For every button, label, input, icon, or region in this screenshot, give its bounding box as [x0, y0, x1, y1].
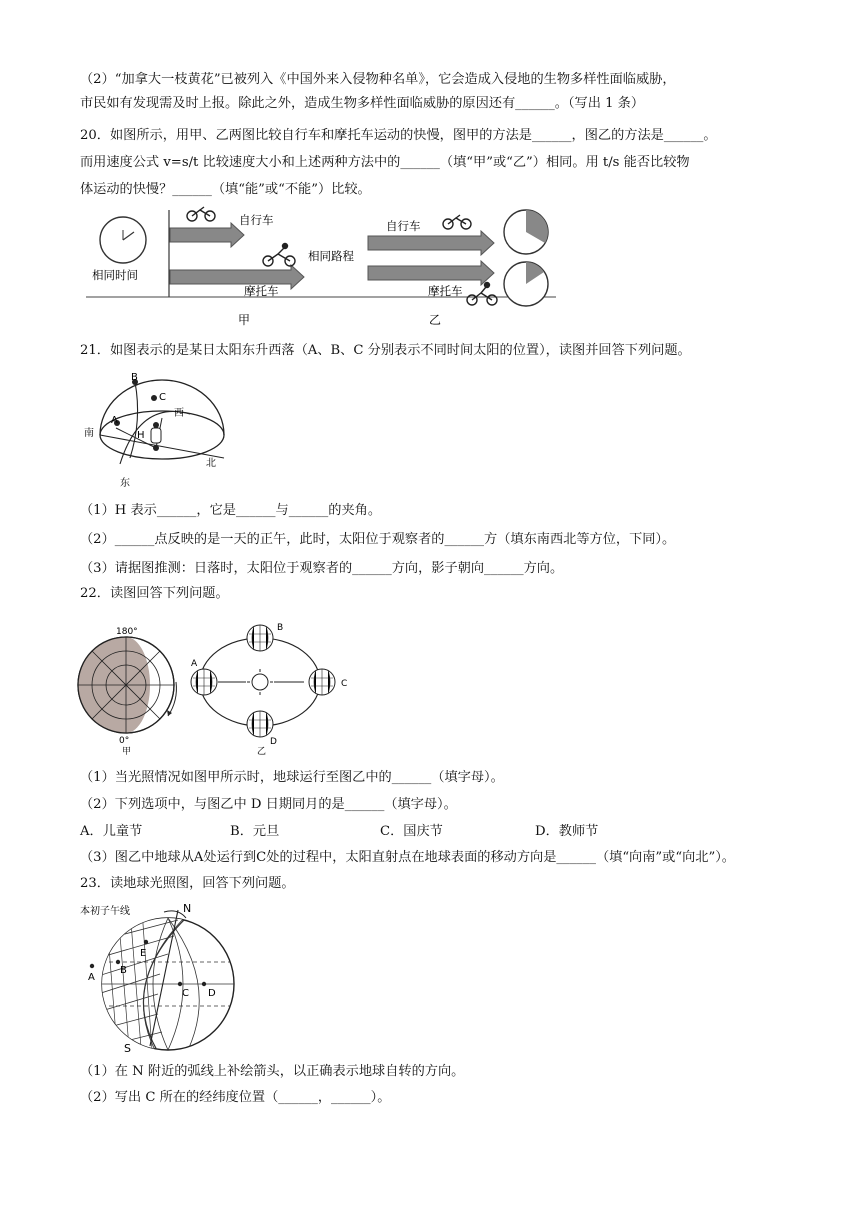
q23-part2: （2）写出 C 所在的经纬度位置（______，______）。 [80, 1090, 391, 1105]
q21-line1: 21．如图表示的是某日太阳东升西落（A、B、C 分别表示不同时间太阳的位置），读图并回答下列问题。 [80, 343, 691, 358]
figure-22-polar-view [78, 627, 176, 756]
q20-line3: 体运动的快慢？______（填“能”或“不能”）比较。 [80, 182, 371, 197]
q20-line1: 20．如图所示，用甲、乙两图比较自行车和摩托车运动的快慢，图甲的方法是______，图乙的方法是______。 [80, 128, 717, 143]
point-C: C [182, 988, 189, 999]
point-A: A [88, 972, 95, 983]
q22-part3: （3）图乙中地球从A处运行到C处的过程中，太阳直射点在地球表面的移动方向是______（填“向南”或“向北”）。 [80, 850, 735, 865]
q19-part2-line2: 市民如有发现需及时上报。除此之外，造成生物多样性面临威胁的原因还有______。（写出 1 条） [80, 96, 645, 111]
figure-20-speed-comparison [86, 202, 556, 330]
motorcycle-label-yi: 摩托车 [428, 284, 463, 298]
sun-point-B: B [131, 372, 138, 383]
point-E: E [140, 948, 147, 959]
clock-icon [504, 262, 548, 306]
figure-21-sun-path [80, 370, 230, 490]
bicycle-arrow-yi [368, 231, 494, 255]
q21-part2: （2）______点反映的是一天的正午，此时，太阳位于观察者的______方（填东南西北等方位，下同）。 [80, 532, 676, 547]
direction-south: 南 [84, 428, 94, 439]
sun-point-C: C [159, 392, 166, 403]
bicycle-icon [443, 215, 471, 229]
point-D: D [208, 988, 216, 999]
option-c: C．国庆节 [380, 824, 443, 839]
q19-part2-line1: （2）“加拿大一枝黄花”已被列入《中国外来入侵物种名单》，它会造成入侵地的生物多样性面临威胁， [80, 72, 676, 87]
orbit-position-B: B [277, 623, 284, 633]
north-pole-N: N [183, 902, 192, 915]
direction-north: 北 [206, 458, 216, 469]
figure-20-caption-yi: 乙 [429, 313, 442, 327]
q22-part2: （2）下列选项中，与图乙中 D 日期同月的是______（填字母）。 [80, 797, 457, 812]
q23-line1: 23．读地球光照图，回答下列问题。 [80, 876, 295, 891]
figure-22-caption-yi: 乙 [257, 747, 267, 756]
south-pole-S: S [124, 1042, 131, 1055]
longitude-0-label: 0° [119, 736, 130, 746]
sun-point-A: A [111, 415, 118, 426]
motorcycle-arrow-yi [368, 261, 494, 285]
same-distance-label: 相同路程 [308, 249, 354, 263]
q22-part1: （1）当光照情况如图甲所示时，地球运行至图乙中的______（填字母）。 [80, 770, 504, 785]
option-d: D．教师节 [535, 824, 599, 839]
prime-meridian-label: 本初子午线 [80, 906, 130, 917]
bicycle-label-yi: 自行车 [386, 219, 421, 233]
figure-23-earth-illumination [78, 900, 238, 1056]
figure-20-caption-jia: 甲 [238, 313, 251, 327]
motorcycle-icon [467, 283, 497, 306]
longitude-180-label: 180° [116, 627, 138, 637]
q21-part1: （1）H 表示______，它是______与______的夹角。 [80, 503, 382, 518]
clock-icon [504, 210, 548, 254]
point-B: B [120, 965, 127, 976]
q23-part1: （1）在 N 附近的弧线上补绘箭头，以正确表示地球自转的方向。 [80, 1064, 465, 1079]
q21-part3: （3）请据图推测：日落时，太阳位于观察者的______方向，影子朝向______方向。 [80, 561, 564, 576]
bicycle-arrow-jia [170, 223, 244, 247]
q22-line1: 22．读图回答下列问题。 [80, 586, 229, 601]
bicycle-label-jia: 自行车 [239, 213, 274, 227]
orbit-position-C: C [341, 679, 348, 689]
figure-22-orbit-view [191, 623, 347, 756]
option-a: A．儿童节 [80, 824, 143, 839]
motorcycle-icon [263, 244, 295, 267]
orbit-position-A: A [191, 659, 198, 669]
direction-west: 西 [174, 408, 184, 419]
bicycle-icon [187, 207, 215, 221]
motorcycle-label-jia: 摩托车 [244, 284, 279, 298]
direction-east: 东 [120, 478, 130, 489]
motorcycle-arrow-jia [170, 265, 304, 289]
option-b: B．元旦 [230, 824, 280, 839]
orbit-position-D: D [270, 737, 277, 747]
clock-icon [100, 217, 146, 263]
figure-22-caption-jia: 甲 [122, 747, 132, 756]
q20-line2: 而用速度公式 v=s/t 比较速度大小和上述两种方法中的______（填“甲”或“乙”）相同。用 t/s 能否比较物 [80, 155, 690, 170]
angle-H-label: H [137, 430, 145, 441]
figure-22-earth-orbit [76, 608, 366, 756]
same-time-label: 相同时间 [92, 268, 138, 282]
